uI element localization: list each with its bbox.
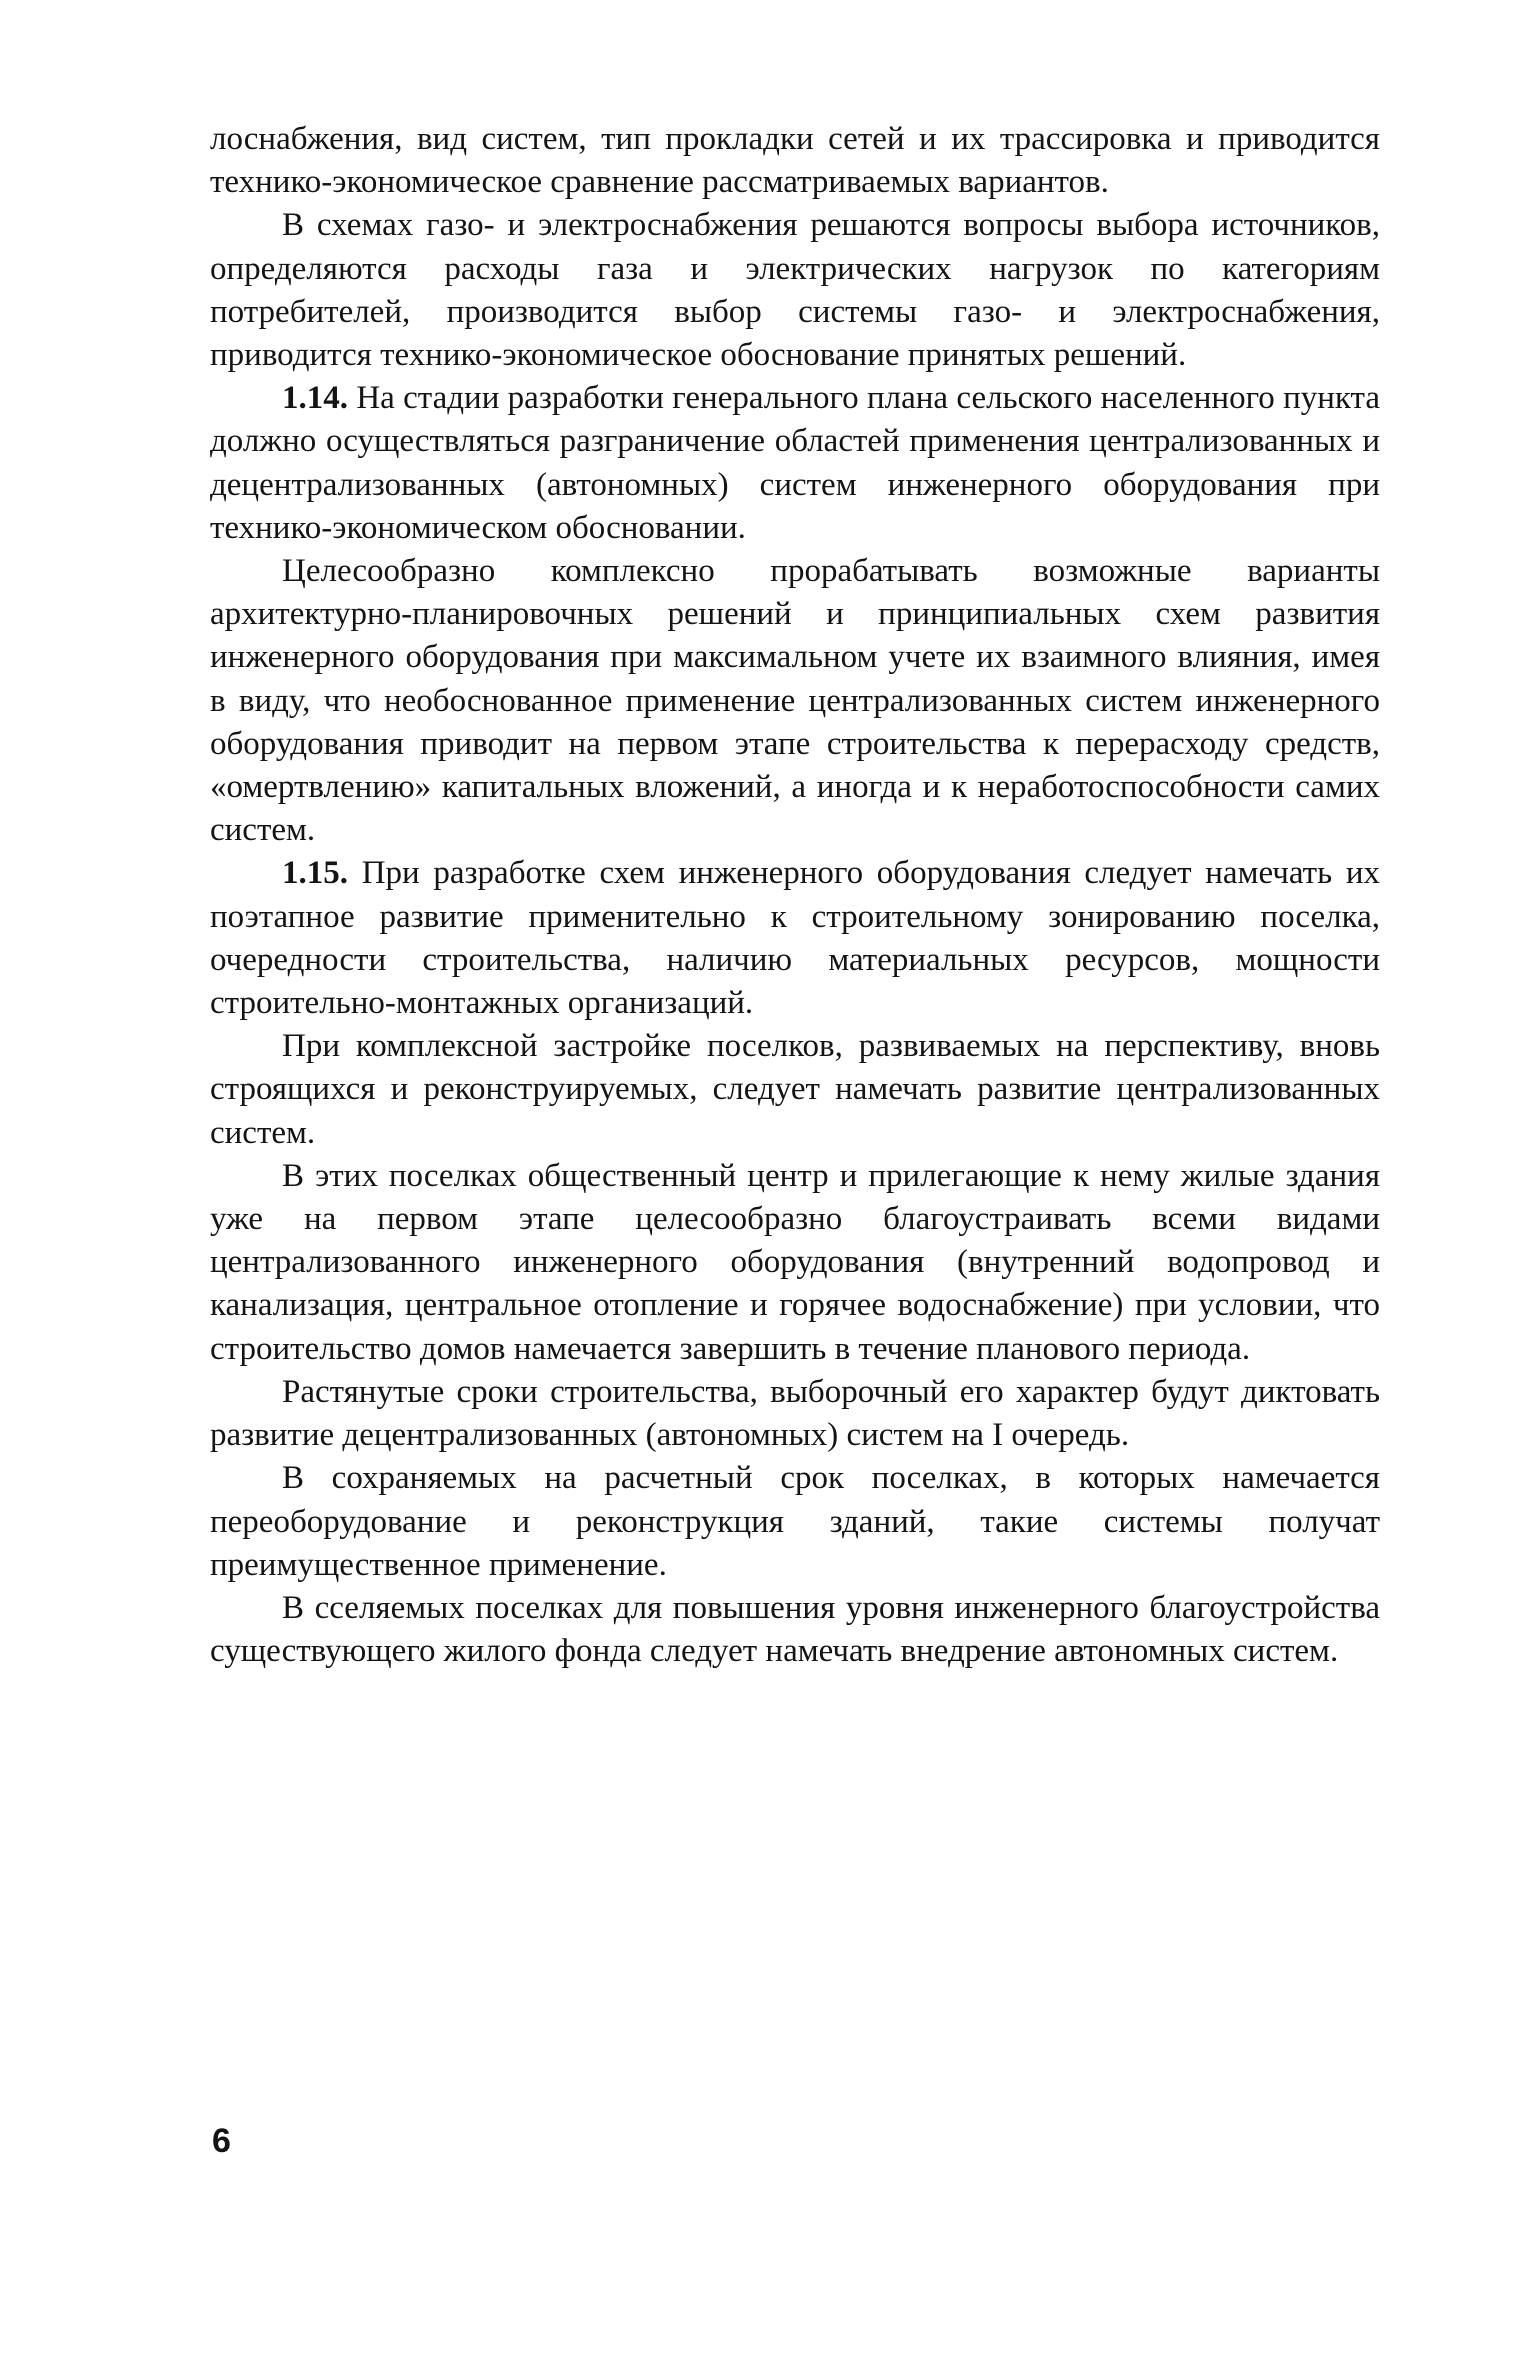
paragraph-section-1-14	[210, 377, 1380, 550]
paragraph-public-center	[210, 1155, 1380, 1371]
section-number: 1.15.	[282, 855, 348, 892]
section-number: 1.14.	[282, 380, 348, 417]
paragraph-text: В сохраняемых на расчетный срок поселках, в которых намечается переоборудование и реконструкция зданий, такие системы получат преимущественное применение.	[210, 1460, 1380, 1583]
paragraph-text: В схемах газо- и электроснабжения решаются вопросы выбора источников, определяются расходы газа и электрических нагрузок по категориям потребителей, производится выбор системы газо- и электроснабжения, приводится технико-экономическое обоснование принятых решений.	[210, 207, 1380, 374]
paragraph-preserved-villages	[210, 1457, 1380, 1587]
page-body	[210, 118, 1380, 1673]
page-number: 6	[212, 2122, 231, 2160]
paragraph-text: При комплексной застройке поселков, развиваемых на перспективу, вновь строящихся и реконструируемых, следует намечать развитие централизованных систем.	[210, 1028, 1380, 1151]
paragraph-text: В этих поселках общественный центр и прилегающие к нему жилые здания уже на первом этапе целесообразно благоустраивать всеми видами централизованного инженерного оборудования (внутренний водопровод и канализация, центральное отопление и горячее водоснабжение) при условии, что строительство домов намечается завершить в течение планового периода.	[210, 1157, 1380, 1367]
paragraph-resettled-villages	[210, 1587, 1380, 1673]
paragraph-text: При разработке схем инженерного оборудования следует намечать их поэтапное развитие применительно к строительному зонированию поселка, очередности строительства, наличию материальных ресурсов, мощности строительно-монтажных организаций.	[210, 855, 1380, 1022]
paragraph-extended-terms	[210, 1371, 1380, 1457]
paragraph-complex-development	[210, 1025, 1380, 1155]
paragraph-complex-variants	[210, 550, 1380, 852]
paragraph-gas-electric-schemes	[210, 204, 1380, 377]
paragraph-text: лоснабжения, вид систем, тип прокладки сетей и их трассировка и приводится технико-экономическое сравнение рассматриваемых вариантов.	[210, 121, 1380, 201]
paragraph-section-1-15	[210, 852, 1380, 1025]
paragraph-text: Целесообразно комплексно прорабатывать возможные варианты архитектурно-планировочных решений и принципиальных схем развития инженерного оборудования при максимальном учете их взаимного влияния, имея в виду, что необоснованное применение централизованных систем инженерного оборудования приводит на первом этапе строительства к перерасходу средств, «омертвлению» капитальных вложений, а иногда и к неработоспособности самих систем.	[210, 553, 1380, 849]
paragraph-text: В сселяемых поселках для повышения уровня инженерного благоустройства существующего жилого фонда следует намечать внедрение автономных систем.	[210, 1589, 1380, 1670]
paragraph-text: Растянутые сроки строительства, выборочный его характер будут диктовать развитие децентрализованных (автономных) систем на I очередь.	[210, 1373, 1380, 1454]
paragraph-continuation	[210, 118, 1380, 204]
paragraph-text: На стадии разработки генерального плана сельского населенного пункта должно осуществляться разграничение областей применения централизованных и децентрализованных (автономных) систем инженерного оборудования при технико-экономическом обосновании.	[210, 380, 1380, 546]
